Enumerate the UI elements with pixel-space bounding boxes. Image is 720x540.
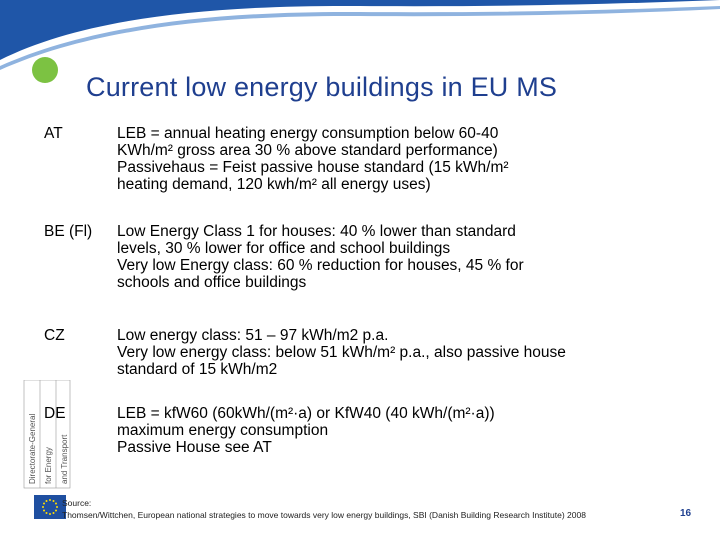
text-line: Very low Energy class: 60 % reduction for houses, 45 % for [117,257,524,274]
text-line: heating demand, 120 kwh/m² all energy uses) [117,176,431,193]
slide-title: Current low energy buildings in EU MS [86,72,558,102]
text-line: levels, 30 % lower for office and school buildings [117,240,451,257]
country-label: DE [44,405,66,422]
country-label: AT [44,125,63,142]
country-label: BE (Fl) [44,223,93,240]
text-line: Passivehaus = Feist passive house standard (15 kWh/m² [117,159,509,176]
svg-text:Directorate-General: Directorate-General [28,413,37,484]
title-bullet [32,57,58,83]
text-line: LEB = kfW60 (60kWh/(m²·a) or KfW40 (40 kWh/(m²·a)) [117,405,495,422]
text-line: KWh/m² gross area 30 % above standard performance) [117,142,498,159]
text-line: schools and office buildings [117,274,307,291]
text-line: standard of 15 kWh/m2 [117,361,278,378]
svg-text:and Transport: and Transport [60,434,69,484]
country-text [117,223,687,291]
text-line: Very low energy class: below 51 kWh/m² p.a., also passive house [117,344,566,361]
country-text [117,405,687,456]
svg-text:for Energy: for Energy [44,447,53,484]
text-line: LEB = annual heating energy consumption below 60-40 [117,125,499,142]
source-label: Source: [62,498,92,508]
text-line: Low energy class: 51 – 97 kWh/m2 p.a. [117,327,389,344]
source-note [62,497,586,521]
country-text [117,327,687,378]
directorate-general-logo [22,380,74,490]
country-label: CZ [44,327,65,344]
text-line: maximum energy consumption [117,422,329,439]
page-number: 16 [680,508,692,519]
text-line: Low Energy Class 1 for houses: 40 % lower than standard [117,223,516,240]
text-line: Passive House see AT [117,439,272,456]
country-text [117,125,687,193]
source-citation: Thomsen/Wittchen, European national strategies to move towards very low energy buildings, SBI (Danish Building Research Institute) 2008 [62,510,586,520]
